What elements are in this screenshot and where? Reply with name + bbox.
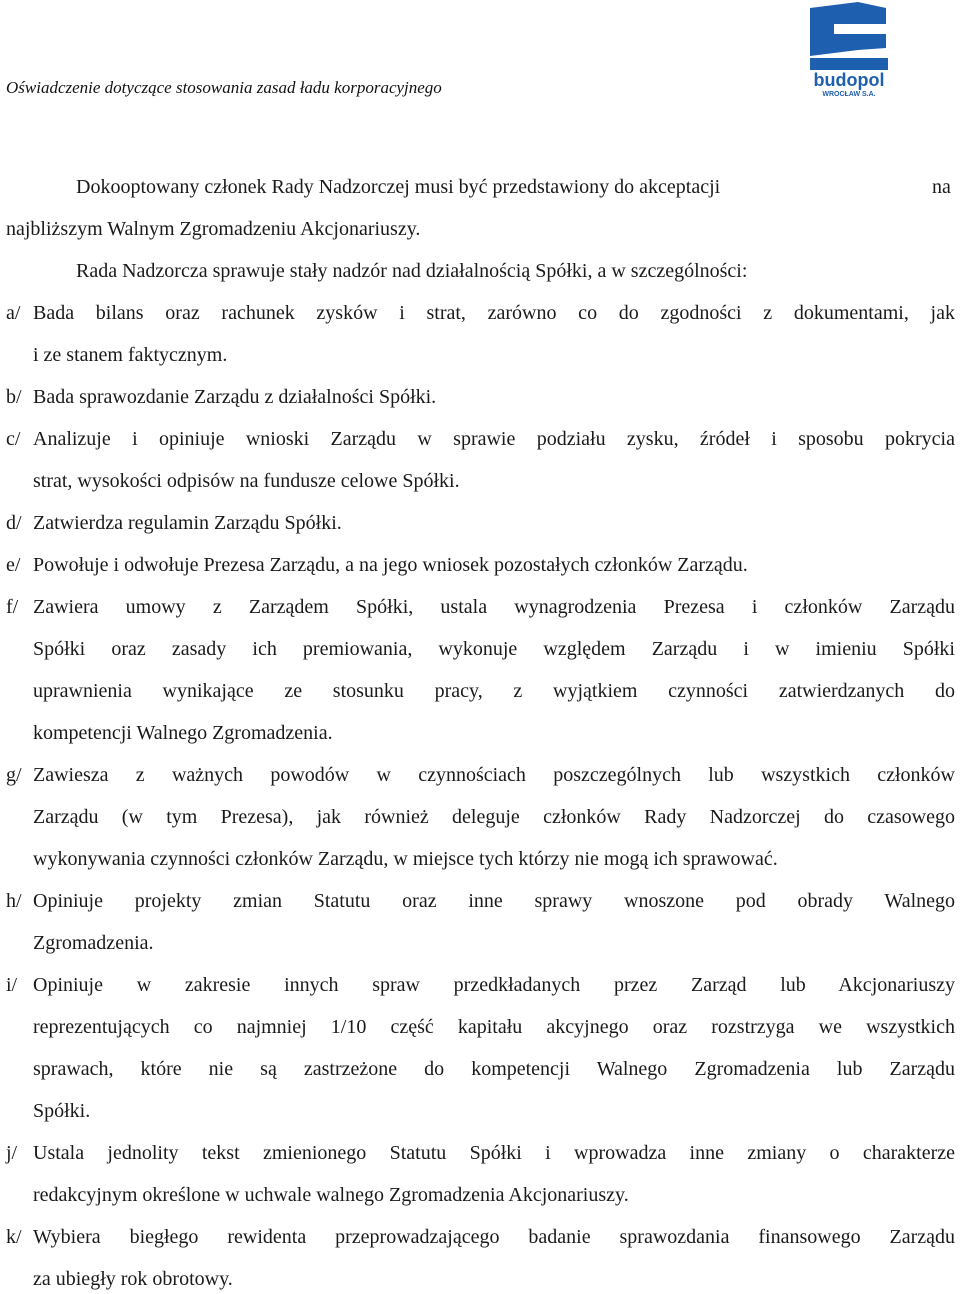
item-f-line-1: Zawiera umowy z Zarządem Spółki, ustala wynagrodzenia Prezesa i członków Zarządu xyxy=(33,596,955,618)
intro-line-1-end: na xyxy=(932,176,951,198)
item-g-line-1: Zawiesza z ważnych powodów w czynnościach poszczególnych lub wszystkich członków xyxy=(33,764,955,786)
item-d-line-1: Zatwierdza regulamin Zarządu Spółki. xyxy=(33,512,342,534)
item-h-line-1: Opiniuje projekty zmian Statutu oraz inne sprawy wnoszone pod obrady Walnego xyxy=(33,890,955,912)
item-label-d: d/ xyxy=(6,512,22,534)
page-header-title: Oświadczenie dotyczące stosowania zasad ładu korporacyjnego xyxy=(6,78,442,97)
item-i-line-1: Opiniuje w zakresie innych spraw przedkładanych przez Zarząd lub Akcjonariuszy xyxy=(33,974,955,996)
rada-line: Rada Nadzorcza sprawuje stały nadzór nad działalnością Spółki, a w szczególności: xyxy=(76,260,748,282)
intro-line-1: Dokooptowany członek Rady Nadzorczej musi być przedstawiony do akceptacji xyxy=(76,176,721,198)
logo-subtext: WROCŁAW S.A. xyxy=(822,91,876,98)
item-label-b: b/ xyxy=(6,386,22,408)
item-c-line-2: strat, wysokości odpisów na fundusze celowe Spółki. xyxy=(33,470,460,492)
intro-line-2: najbliższym Walnym Zgromadzeniu Akcjonariuszy. xyxy=(6,218,421,240)
item-k-line-1: Wybiera biegłego rewidenta przeprowadzającego badanie sprawozdania finansowego Zarządu xyxy=(33,1226,955,1248)
item-g-line-2: Zarządu (w tym Prezesa), jak również deleguje członków Rady Nadzorczej do czasowego xyxy=(33,806,955,828)
item-label-c: c/ xyxy=(6,428,21,450)
item-j-line-1: Ustala jednolity tekst zmienionego Statutu Spółki i wprowadza inne zmiany o charakterze xyxy=(33,1142,955,1164)
item-i-line-2: reprezentujących co najmniej 1/10 część kapitału akcyjnego oraz rozstrzyga we wszystkich xyxy=(33,1016,955,1038)
item-f-line-4: kompetencji Walnego Zgromadzenia. xyxy=(33,722,333,744)
item-b-line-1: Bada sprawozdanie Zarządu z działalności Spółki. xyxy=(33,386,437,408)
item-f-line-2: Spółki oraz zasady ich premiowania, wykonuje względem Zarządu i w imieniu Spółki xyxy=(33,638,955,660)
logo-text: budopol xyxy=(813,70,885,90)
item-a-line-2: i ze stanem faktycznym. xyxy=(33,344,228,366)
item-i-line-4: Spółki. xyxy=(33,1100,91,1122)
item-e-line-1: Powołuje i odwołuje Prezesa Zarządu, a na jego wniosek pozostałych członków Zarządu. xyxy=(33,554,748,576)
item-label-g: g/ xyxy=(6,764,22,786)
item-a-line-1: Bada bilans oraz rachunek zysków i strat, zarówno co do zgodności z dokumentami, jak xyxy=(33,302,955,324)
item-label-i: i/ xyxy=(6,974,18,996)
item-label-e: e/ xyxy=(6,554,21,576)
item-j-line-2: redakcyjnym określone w uchwale walnego Zgromadzenia Akcjonariuszy. xyxy=(33,1184,629,1206)
item-k-line-2: za ubiegły rok obrotowy. xyxy=(33,1268,233,1290)
item-label-f: f/ xyxy=(6,596,19,618)
item-label-j: j/ xyxy=(6,1142,18,1164)
item-g-line-3: wykonywania czynności członków Zarządu, w miejsce tych którzy nie mogą ich sprawować. xyxy=(33,848,778,870)
item-label-k: k/ xyxy=(6,1226,22,1248)
company-logo xyxy=(800,0,900,100)
item-i-line-3: sprawach, które nie są zastrzeżone do kompetencji Walnego Zgromadzenia lub Zarządu xyxy=(33,1058,955,1080)
item-label-a: a/ xyxy=(6,302,21,324)
item-c-line-1: Analizuje i opiniuje wnioski Zarządu w sprawie podziału zysku, źródeł i sposobu pokrycia xyxy=(33,428,955,450)
item-label-h: h/ xyxy=(6,890,22,912)
item-f-line-3: uprawnienia wynikające ze stosunku pracy, z wyjątkiem czynności zatwierdzanych do xyxy=(33,680,955,702)
item-h-line-2: Zgromadzenia. xyxy=(33,932,154,954)
